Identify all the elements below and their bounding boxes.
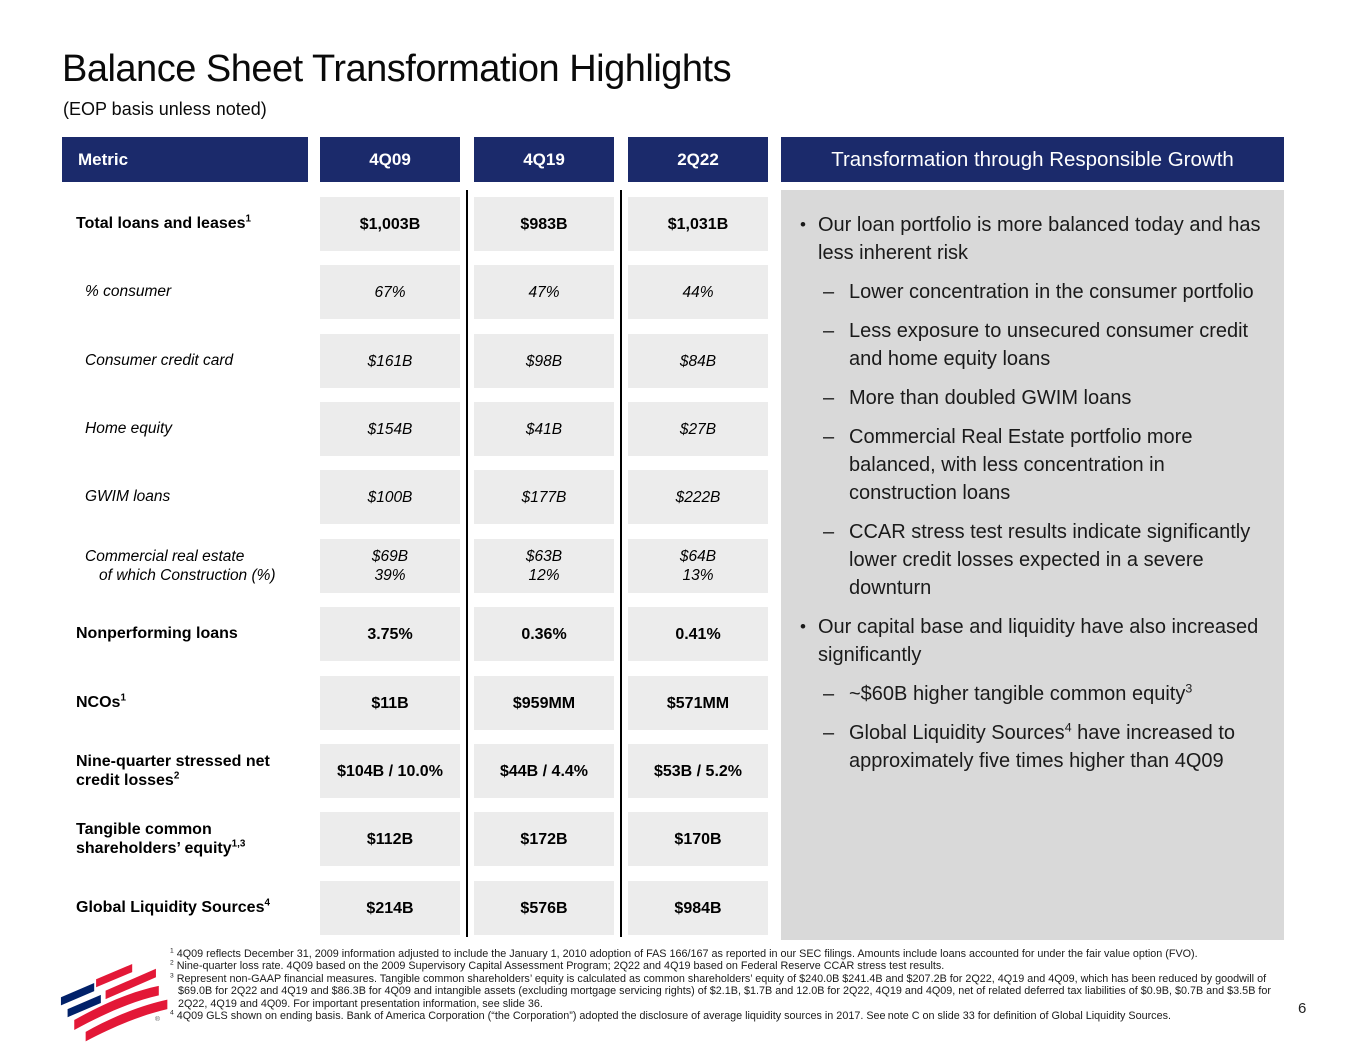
table-row <box>0 334 781 388</box>
footnotes <box>170 948 1278 1022</box>
table-row <box>0 676 781 730</box>
bullet-dash: – <box>823 387 835 409</box>
value-cell: $104B / 10.0% <box>320 744 460 798</box>
bullet-dash: – <box>823 426 835 448</box>
metric-label: NCOs$^1$ <box>76 692 126 712</box>
sub-bullet-item <box>781 423 1284 507</box>
value-cell: $154B <box>320 402 460 456</box>
bullet-text: More than doubled GWIM loans <box>849 387 1132 409</box>
metric-label: Nine-quarter stressed net credit losses$^2$ <box>76 752 270 789</box>
value-cell: $41B <box>474 402 614 456</box>
table-row <box>0 470 781 524</box>
value-cell: $571MM <box>628 676 768 730</box>
value-cell: $1,003B <box>320 197 460 251</box>
bullet-dash: – <box>823 683 835 705</box>
column-header-2q22: 2Q22 <box>628 137 768 182</box>
metric-label: GWIM loans <box>85 488 171 506</box>
footnote: $^2$ Nine-quarter loss rate. 4Q09 based on the 2009 Supervisory Capital Assessment Program; 2Q22 and 4Q19 based on Federal Reserve CCAR stress test results. <box>170 959 945 973</box>
bullet-text: Global Liquidity Sources$^4$ have increased to approximately five times higher than 4Q09 <box>849 720 1236 772</box>
bullet-item <box>781 211 1284 267</box>
value-cell: $44B / 4.4% <box>474 744 614 798</box>
table-row <box>0 744 781 798</box>
column-header-metric: Metric <box>62 137 308 182</box>
bullet-text: Less exposure to unsecured consumer credit and home equity loans <box>849 320 1249 370</box>
panel-bullets <box>781 211 1284 775</box>
value-cell: $63B 12% <box>474 539 614 593</box>
value-cell: $98B <box>474 334 614 388</box>
bullet-item <box>781 613 1284 669</box>
table-row <box>0 197 781 251</box>
value-cell: $222B <box>628 470 768 524</box>
metric-label: Global Liquidity Sources$^4$ <box>76 897 270 917</box>
metric-label: Consumer credit card <box>85 352 234 370</box>
page-title: Balance Sheet Transformation Highlights <box>62 48 732 90</box>
value-cell: $1,031B <box>628 197 768 251</box>
value-cell: 0.41% <box>628 607 768 661</box>
sub-bullet-item <box>781 317 1284 373</box>
value-cell: $27B <box>628 402 768 456</box>
column-header-4q09: 4Q09 <box>320 137 460 182</box>
bullet-text: Our capital base and liquidity have also increased significantly <box>818 616 1259 666</box>
table-row <box>0 402 781 456</box>
metric-label: Commercial real estate of which Construction (%) <box>85 547 276 584</box>
table-row <box>0 607 781 661</box>
sub-bullet-item <box>781 719 1284 775</box>
bullet-dash: – <box>823 281 835 303</box>
metric-label: % consumer <box>85 283 172 301</box>
footnote: $^1$ 4Q09 reflects December 31, 2009 information adjusted to include the January 1, 2010 adoption of FAS 166/167 as reported in our SEC filings. Amounts include loans accounted for under the fair value option (FVO). <box>170 947 1198 960</box>
value-cell: 44% <box>628 265 768 319</box>
column-header-4q19: 4Q19 <box>474 137 614 182</box>
value-cell: $214B <box>320 881 460 935</box>
bullet-dash: – <box>823 722 835 744</box>
value-cell: 67% <box>320 265 460 319</box>
value-cell: $112B <box>320 812 460 866</box>
value-cell: 47% <box>474 265 614 319</box>
table-row <box>0 881 781 935</box>
value-cell: $576B <box>474 881 614 935</box>
value-cell: $100B <box>320 470 460 524</box>
value-cell: 3.75% <box>320 607 460 661</box>
value-cell: $53B / 5.2% <box>628 744 768 798</box>
sub-bullet-item <box>781 680 1284 708</box>
bullet-text: CCAR stress test results indicate significantly lower credit losses expected in a severe downturn <box>849 521 1251 599</box>
value-cell: $64B 13% <box>628 539 768 593</box>
bullet-dash: – <box>823 521 835 543</box>
footnote: $^4$ 4Q09 GLS shown on ending basis. Bank of America Corporation (“the Corporation”) adopted the disclosure of average liquidity sources in 2017. See note C on slide 33 for definition of Global Liquidity Sources. <box>170 1009 1171 1023</box>
metric-label: Total loans and leases$^1$ <box>76 213 252 233</box>
bullet-text: Our loan portfolio is more balanced today and has less inherent risk <box>818 214 1261 264</box>
value-cell: $172B <box>474 812 614 866</box>
value-cell: $983B <box>474 197 614 251</box>
bullet-text: ~$60B higher tangible common equity$^3$ <box>849 681 1193 705</box>
panel-header: Transformation through Responsible Growth <box>781 137 1284 182</box>
sub-bullet-item <box>781 278 1284 306</box>
responsible-growth-panel <box>781 190 1284 940</box>
page-subtitle: (EOP basis unless noted) <box>63 99 267 119</box>
value-cell: $170B <box>628 812 768 866</box>
value-cell: $11B <box>320 676 460 730</box>
value-cell: $161B <box>320 334 460 388</box>
sub-bullet-item <box>781 518 1284 602</box>
value-cell: $984B <box>628 881 768 935</box>
bank-of-america-logo <box>60 962 174 1042</box>
footnote: $^3$ Represent non-GAAP financial measures. Tangible common shareholders’ equity is calculated as common shareholders’ equity of $240.0B $241.4B and $207.2B for 2Q22, 4Q19 and 4Q09, which has been reduced by goodwill of $69.0B for 2Q22 and 4Q19 and $86.3B for 4Q09 and intangible assets (excluding mortgage servicing rights) of $2.1B, $1.7B and 12.0B for 2Q22, 4Q19 and 4Q09, net of related deferred tax liabilities of $0.9B, $0.7B and $3.5B for 2Q22, 4Q19 and 4Q09. For important presentation information, see slide 36. <box>170 972 1271 1010</box>
bullet-text: Commercial Real Estate portfolio more balanced, with less concentration in construction loans <box>849 426 1193 504</box>
table-row <box>0 812 781 866</box>
page-number: 6 <box>1298 1000 1307 1017</box>
bullet-dash: – <box>823 320 835 342</box>
metric-label: Tangible common shareholders’ equity$^{1,3}$ <box>76 820 246 857</box>
metric-label: Nonperforming loans <box>76 625 238 643</box>
bullet-dot: • <box>800 215 806 234</box>
value-cell: $177B <box>474 470 614 524</box>
table-row <box>0 539 781 593</box>
table-row <box>0 265 781 319</box>
value-cell: 0.36% <box>474 607 614 661</box>
bullet-text: Lower concentration in the consumer portfolio <box>849 281 1254 303</box>
value-cell: $84B <box>628 334 768 388</box>
value-cell: $959MM <box>474 676 614 730</box>
metric-label: Home equity <box>85 420 173 438</box>
registered-mark: ® <box>155 1016 160 1023</box>
sub-bullet-item <box>781 384 1284 412</box>
bullet-dot: • <box>800 617 806 636</box>
value-cell: $69B 39% <box>320 539 460 593</box>
